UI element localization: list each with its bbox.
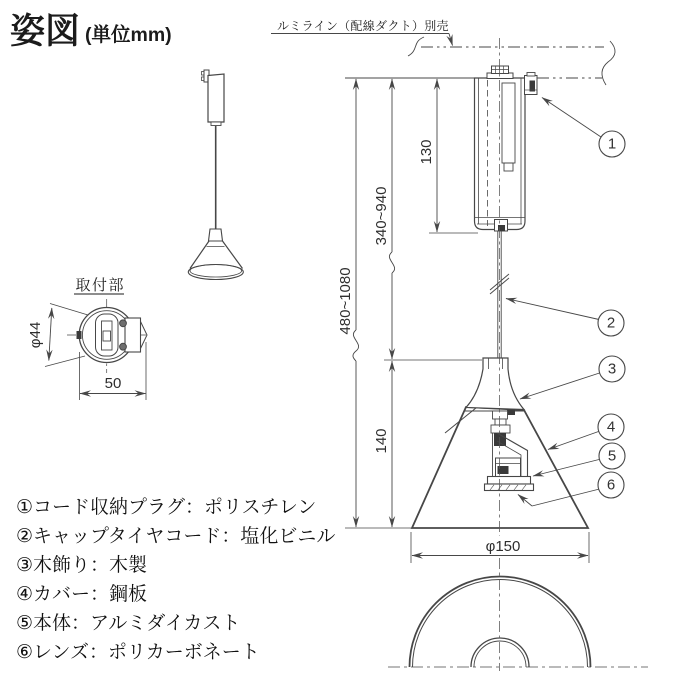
svg-text:1: 1 xyxy=(607,135,617,153)
dim-phi150: φ150 xyxy=(485,538,521,555)
lens xyxy=(485,477,534,491)
note-5: ⑤本体：アルミダイカスト xyxy=(16,613,241,634)
dim-480-1080: 480~1080 xyxy=(337,267,354,335)
shade-outline-arc xyxy=(410,577,591,668)
svg-text:3: 3 xyxy=(607,360,617,378)
duct-break-right xyxy=(602,41,615,85)
wood-trim xyxy=(466,358,524,410)
svg-text:4: 4 xyxy=(606,418,616,436)
callout-3 xyxy=(599,356,625,382)
wiring-duct xyxy=(271,34,615,86)
lens-arc xyxy=(471,638,529,667)
dim-140: 140 xyxy=(373,428,390,454)
duct-label: ルミライン（配線ダクト）別売 xyxy=(277,19,449,33)
dim-50: 50 xyxy=(104,375,122,392)
body-cylinder xyxy=(475,66,538,231)
screw-icon xyxy=(120,343,127,350)
mount-detail xyxy=(27,277,148,400)
callout-4 xyxy=(598,414,624,440)
note-2: ②キャップタイヤコード：塩化ビニル xyxy=(16,526,336,547)
bottom-view xyxy=(388,577,648,668)
svg-text:6: 6 xyxy=(606,476,616,494)
callout-1 xyxy=(599,131,625,157)
callout-2 xyxy=(598,310,624,336)
overview-neck xyxy=(209,229,223,241)
duct-leader xyxy=(449,34,453,46)
callout-6 xyxy=(598,472,624,498)
dim-340-940: 340~940 xyxy=(373,186,390,246)
duct-plug xyxy=(487,66,513,79)
mount-bracket xyxy=(125,318,141,352)
callout-balloons xyxy=(598,131,625,498)
screw-icon xyxy=(120,320,127,327)
duct-clamp xyxy=(525,73,538,95)
overview-pendant xyxy=(188,70,243,280)
mount-detail-label: 取付部 xyxy=(75,277,126,294)
svg-text:2: 2 xyxy=(606,314,616,332)
note-4: ④カバー：鋼板 xyxy=(16,584,148,605)
dim-130: 130 xyxy=(418,139,435,165)
note-3: ③木飾り：木製 xyxy=(16,555,148,576)
note-1: ①コード収納プラグ：ポリスチレン xyxy=(16,497,317,518)
material-notes xyxy=(16,496,335,663)
title-block xyxy=(10,12,172,51)
svg-text:5: 5 xyxy=(607,447,617,465)
duct-break-left xyxy=(408,37,424,56)
callout-5 xyxy=(599,443,625,469)
note-6: ⑥レンズ：ポリカーボネート xyxy=(16,642,260,663)
page-title: 姿図 xyxy=(10,12,81,51)
dim-phi44: φ44 xyxy=(27,321,44,349)
cord-plug-cylinder xyxy=(208,74,224,122)
unit-label: (単位mm) xyxy=(85,24,172,46)
